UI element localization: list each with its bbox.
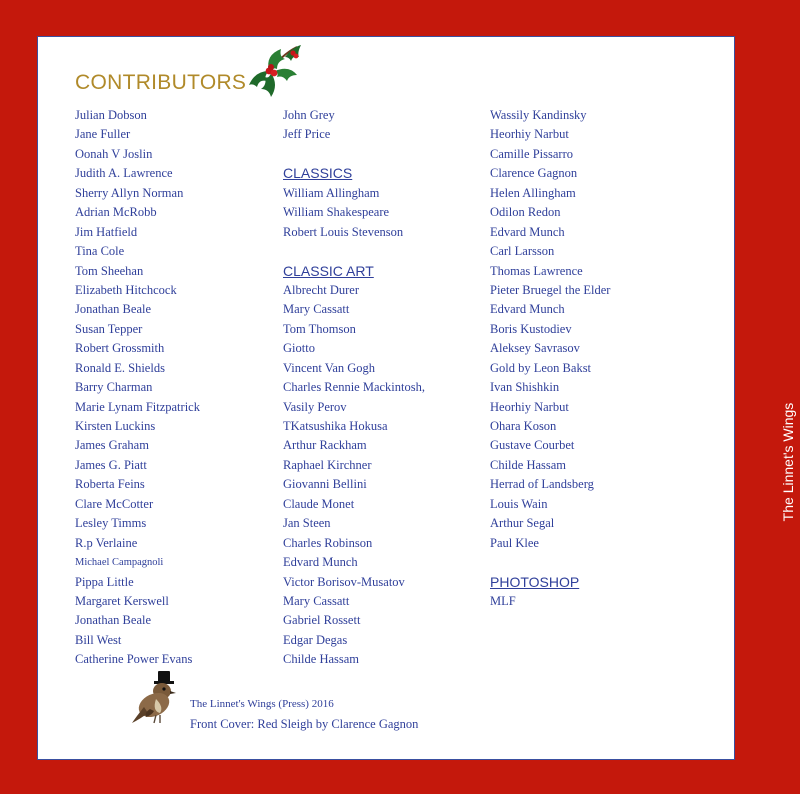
column-contributors [75, 106, 200, 670]
classic-art-artist: Gustave Courbet [490, 438, 575, 453]
classic-art-artist: Vincent Van Gogh [283, 360, 376, 375]
classic-art-artist: Albrecht Durer [283, 282, 360, 297]
classic-art-artist: Arthur Rackham [283, 438, 367, 453]
column-classics [283, 106, 425, 670]
photoshop-heading-link[interactable]: PHOTOSHOP [490, 573, 580, 590]
classics-author: Robert Louis Stevenson [283, 224, 404, 239]
classic-art-artist: Childe Hassam [283, 652, 360, 667]
contributor-name: Robert Grossmith [75, 341, 165, 356]
contributor-name: Judith A. Lawrence [75, 166, 173, 181]
holly-icon [241, 41, 303, 104]
classics-author: William Shakespeare [283, 205, 390, 220]
classic-art-artist: Thomas Lawrence [490, 263, 583, 278]
classic-art-artist: Edgar Degas [283, 632, 348, 647]
contributor-name: Jeff Price [283, 127, 331, 142]
contributor-name: James Graham [75, 438, 149, 453]
classic-art-artist: Camille Pissarro [490, 146, 573, 161]
footer [190, 695, 418, 734]
contributor-name: Margaret Kerswell [75, 593, 169, 608]
contributor-name: Roberta Feins [75, 477, 145, 492]
contributor-name: Jonathan Beale [75, 302, 152, 317]
classic-art-artist: Raphael Kirchner [283, 457, 372, 472]
contributor-name: Barry Charman [75, 380, 153, 395]
photoshop-credit: MLF [490, 593, 516, 608]
contributor-name: Marie Lynam Fitzpatrick [75, 399, 200, 414]
classic-art-artist: Wassily Kandinsky [490, 108, 587, 122]
spacer [283, 242, 425, 261]
classic-art-artist: Edvard Munch [490, 302, 565, 317]
bird-in-top-hat-icon [130, 669, 180, 732]
footer-press-line: The Linnet's Wings (Press) 2016 [190, 698, 334, 710]
contributor-name: Susan Tepper [75, 321, 143, 336]
contributor-name: Jim Hatfield [75, 224, 138, 239]
classic-art-artist: Vasily Perov [283, 399, 347, 414]
contributor-name: Adrian McRobb [75, 205, 157, 220]
classic-art-artist: Tom Thomson [283, 321, 356, 336]
classic-art-artist: Edvard Munch [490, 224, 565, 239]
classic-art-artist: Victor Borisov-Musatov [283, 574, 405, 589]
classics-author: William Allingham [283, 185, 380, 200]
contributor-name: Jonathan Beale [75, 613, 152, 628]
classic-art-artist: Odilon Redon [490, 205, 561, 220]
contributor-name: Oonah V Joslin [75, 146, 153, 161]
classic-art-artist: Carl Larsson [490, 244, 555, 259]
classic-art-artist: Charles Robinson [283, 535, 373, 550]
classic-art-artist: Ohara Koson [490, 419, 557, 433]
contributor-name: Tom Sheehan [75, 263, 144, 278]
classic-art-artist: Mary Cassatt [283, 302, 350, 317]
classic-art-artist: Clarence Gagnon [490, 166, 578, 181]
side-title: The Linnet's Wings [780, 402, 796, 522]
classic-art-artist: Gabriel Rossett [283, 613, 361, 628]
classic-art-artist: Paul Klee [490, 535, 539, 550]
classic-art-artist: TKatsushika Hokusa [283, 419, 388, 433]
classic-art-artist: Childe Hassam [490, 457, 567, 472]
contributor-name: John Grey [283, 108, 335, 122]
classic-art-artist: Edvard Munch [283, 555, 358, 570]
contributor-name: Jane Fuller [75, 127, 131, 142]
spacer [283, 145, 425, 164]
contributor-name: Tina Cole [75, 244, 125, 259]
classic-art-artist: Mary Cassatt [283, 593, 350, 608]
classic-art-artist: Boris Kustodiev [490, 321, 572, 336]
classic-art-artist: Ivan Shishkin [490, 380, 560, 395]
contributor-name: Lesley Timms [75, 516, 147, 531]
classic-art-artist: Giotto [283, 341, 315, 356]
classic-art-artist: Heorhiy Narbut [490, 399, 569, 414]
contributor-name: Bill West [75, 632, 122, 647]
classic-art-artist: Jan Steen [283, 516, 331, 531]
contributor-name: Catherine Power Evans [75, 652, 193, 667]
contributor-name: Kirsten Luckins [75, 419, 156, 433]
classic-art-artist: Helen Allingham [490, 185, 576, 200]
classic-art-heading-link[interactable]: CLASSIC ART [283, 262, 374, 279]
contributor-name: Michael Campagnoli [75, 557, 164, 569]
contributor-name: R.p Verlaine [75, 535, 138, 550]
classic-art-artist: Herrad of Landsberg [490, 477, 594, 492]
classic-art-artist: Charles Rennie Mackintosh, [283, 380, 425, 395]
classic-art-artist: Claude Monet [283, 496, 355, 511]
contributors-panel [37, 36, 735, 760]
classic-art-artist: Arthur Segal [490, 516, 555, 531]
column-art-continued [490, 106, 610, 611]
classic-art-artist: Giovanni Bellini [283, 477, 367, 492]
classic-art-artist: Louis Wain [490, 496, 548, 511]
contributor-name: Pippa Little [75, 574, 134, 589]
classic-art-artist: Gold by Leon Bakst [490, 360, 592, 375]
page-title: CONTRIBUTORS [75, 71, 247, 94]
classic-art-artist: Pieter Bruegel the Elder [490, 282, 611, 297]
classics-heading-link[interactable]: CLASSICS [283, 165, 353, 182]
contributor-name: Sherry Allyn Norman [75, 185, 184, 200]
spacer [490, 553, 610, 572]
classic-art-artist: Aleksey Savrasov [490, 341, 580, 356]
contributor-name: Ronald E. Shields [75, 360, 165, 375]
footer-cover-credit: Front Cover: Red Sleigh by Clarence Gagnon [190, 717, 419, 731]
classic-art-artist: Heorhiy Narbut [490, 127, 569, 142]
contributor-name: Julian Dobson [75, 108, 147, 122]
contributor-name: Clare McCotter [75, 496, 154, 511]
contributor-name: Elizabeth Hitchcock [75, 282, 177, 297]
contributor-name: James G. Piatt [75, 457, 147, 472]
